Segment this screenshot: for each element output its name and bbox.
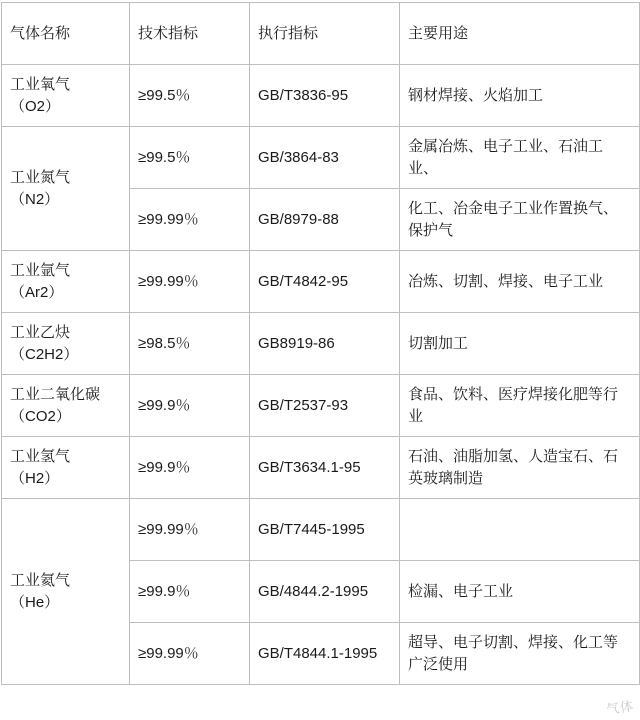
- document-page: [0, 2, 640, 720]
- table-row: [2, 313, 640, 375]
- watermark-text: 气体: [605, 698, 636, 717]
- cell-technical-spec: ≥99.99％: [130, 499, 250, 561]
- cell-main-use: 金属冶炼、电子工业、石油工业、: [400, 127, 640, 189]
- gas-specification-table: [1, 2, 640, 685]
- cell-technical-spec: ≥98.5％: [130, 313, 250, 375]
- cell-gas-name: 工业氩气 （Ar2）: [2, 251, 130, 313]
- table-header: [2, 3, 640, 65]
- cell-main-use: 食品、饮料、医疗焊接化肥等行业: [400, 375, 640, 437]
- cell-standard: GB/T3634.1-95: [250, 437, 400, 499]
- cell-gas-name: 工业氦气 （He）: [2, 499, 130, 685]
- table-row: [2, 65, 640, 127]
- table-row: [2, 375, 640, 437]
- cell-technical-spec: ≥99.99％: [130, 251, 250, 313]
- column-header-technical-spec: 技术指标: [130, 3, 250, 65]
- table-row: [2, 499, 640, 561]
- cell-gas-name: 工业二氧化碳（CO2）: [2, 375, 130, 437]
- cell-main-use: 化工、冶金电子工业作置换气、保护气: [400, 189, 640, 251]
- table-row: [2, 437, 640, 499]
- cell-standard: GB/T7445-1995: [250, 499, 400, 561]
- cell-gas-name: 工业乙炔 （C2H2）: [2, 313, 130, 375]
- cell-standard: GB8919-86: [250, 313, 400, 375]
- cell-gas-name: 工业氧气 （O2）: [2, 65, 130, 127]
- cell-standard: GB/T4842-95: [250, 251, 400, 313]
- cell-technical-spec: ≥99.9％: [130, 375, 250, 437]
- table-row: [2, 127, 640, 189]
- cell-gas-name: 工业氮气 （N2）: [2, 127, 130, 251]
- column-header-standard: 执行指标: [250, 3, 400, 65]
- cell-main-use: 超导、电子切割、焊接、化工等广泛使用: [400, 623, 640, 685]
- table-body: [2, 65, 640, 685]
- column-header-gas-name: 气体名称: [2, 3, 130, 65]
- table-header-row: [2, 3, 640, 65]
- cell-technical-spec: ≥99.5％: [130, 65, 250, 127]
- cell-technical-spec: ≥99.99％: [130, 623, 250, 685]
- column-header-main-use: 主要用途: [400, 3, 640, 65]
- cell-main-use: 石油、油脂加氢、人造宝石、石英玻璃制造: [400, 437, 640, 499]
- cell-standard: GB/8979-88: [250, 189, 400, 251]
- cell-standard: GB/T4844.1-1995: [250, 623, 400, 685]
- cell-technical-spec: ≥99.5％: [130, 127, 250, 189]
- cell-main-use: [400, 499, 640, 561]
- cell-technical-spec: ≥99.99％: [130, 189, 250, 251]
- cell-standard: GB/T2537-93: [250, 375, 400, 437]
- cell-standard: GB/4844.2-1995: [250, 561, 400, 623]
- cell-technical-spec: ≥99.9％: [130, 437, 250, 499]
- table-row: [2, 251, 640, 313]
- cell-technical-spec: ≥99.9％: [130, 561, 250, 623]
- cell-main-use: 钢材焊接、火焰加工: [400, 65, 640, 127]
- cell-main-use: 检漏、电子工业: [400, 561, 640, 623]
- cell-standard: GB/3864-83: [250, 127, 400, 189]
- cell-main-use: 切割加工: [400, 313, 640, 375]
- cell-gas-name: 工业氢气 （H2）: [2, 437, 130, 499]
- cell-main-use: 冶炼、切割、焊接、电子工业: [400, 251, 640, 313]
- cell-standard: GB/T3836-95: [250, 65, 400, 127]
